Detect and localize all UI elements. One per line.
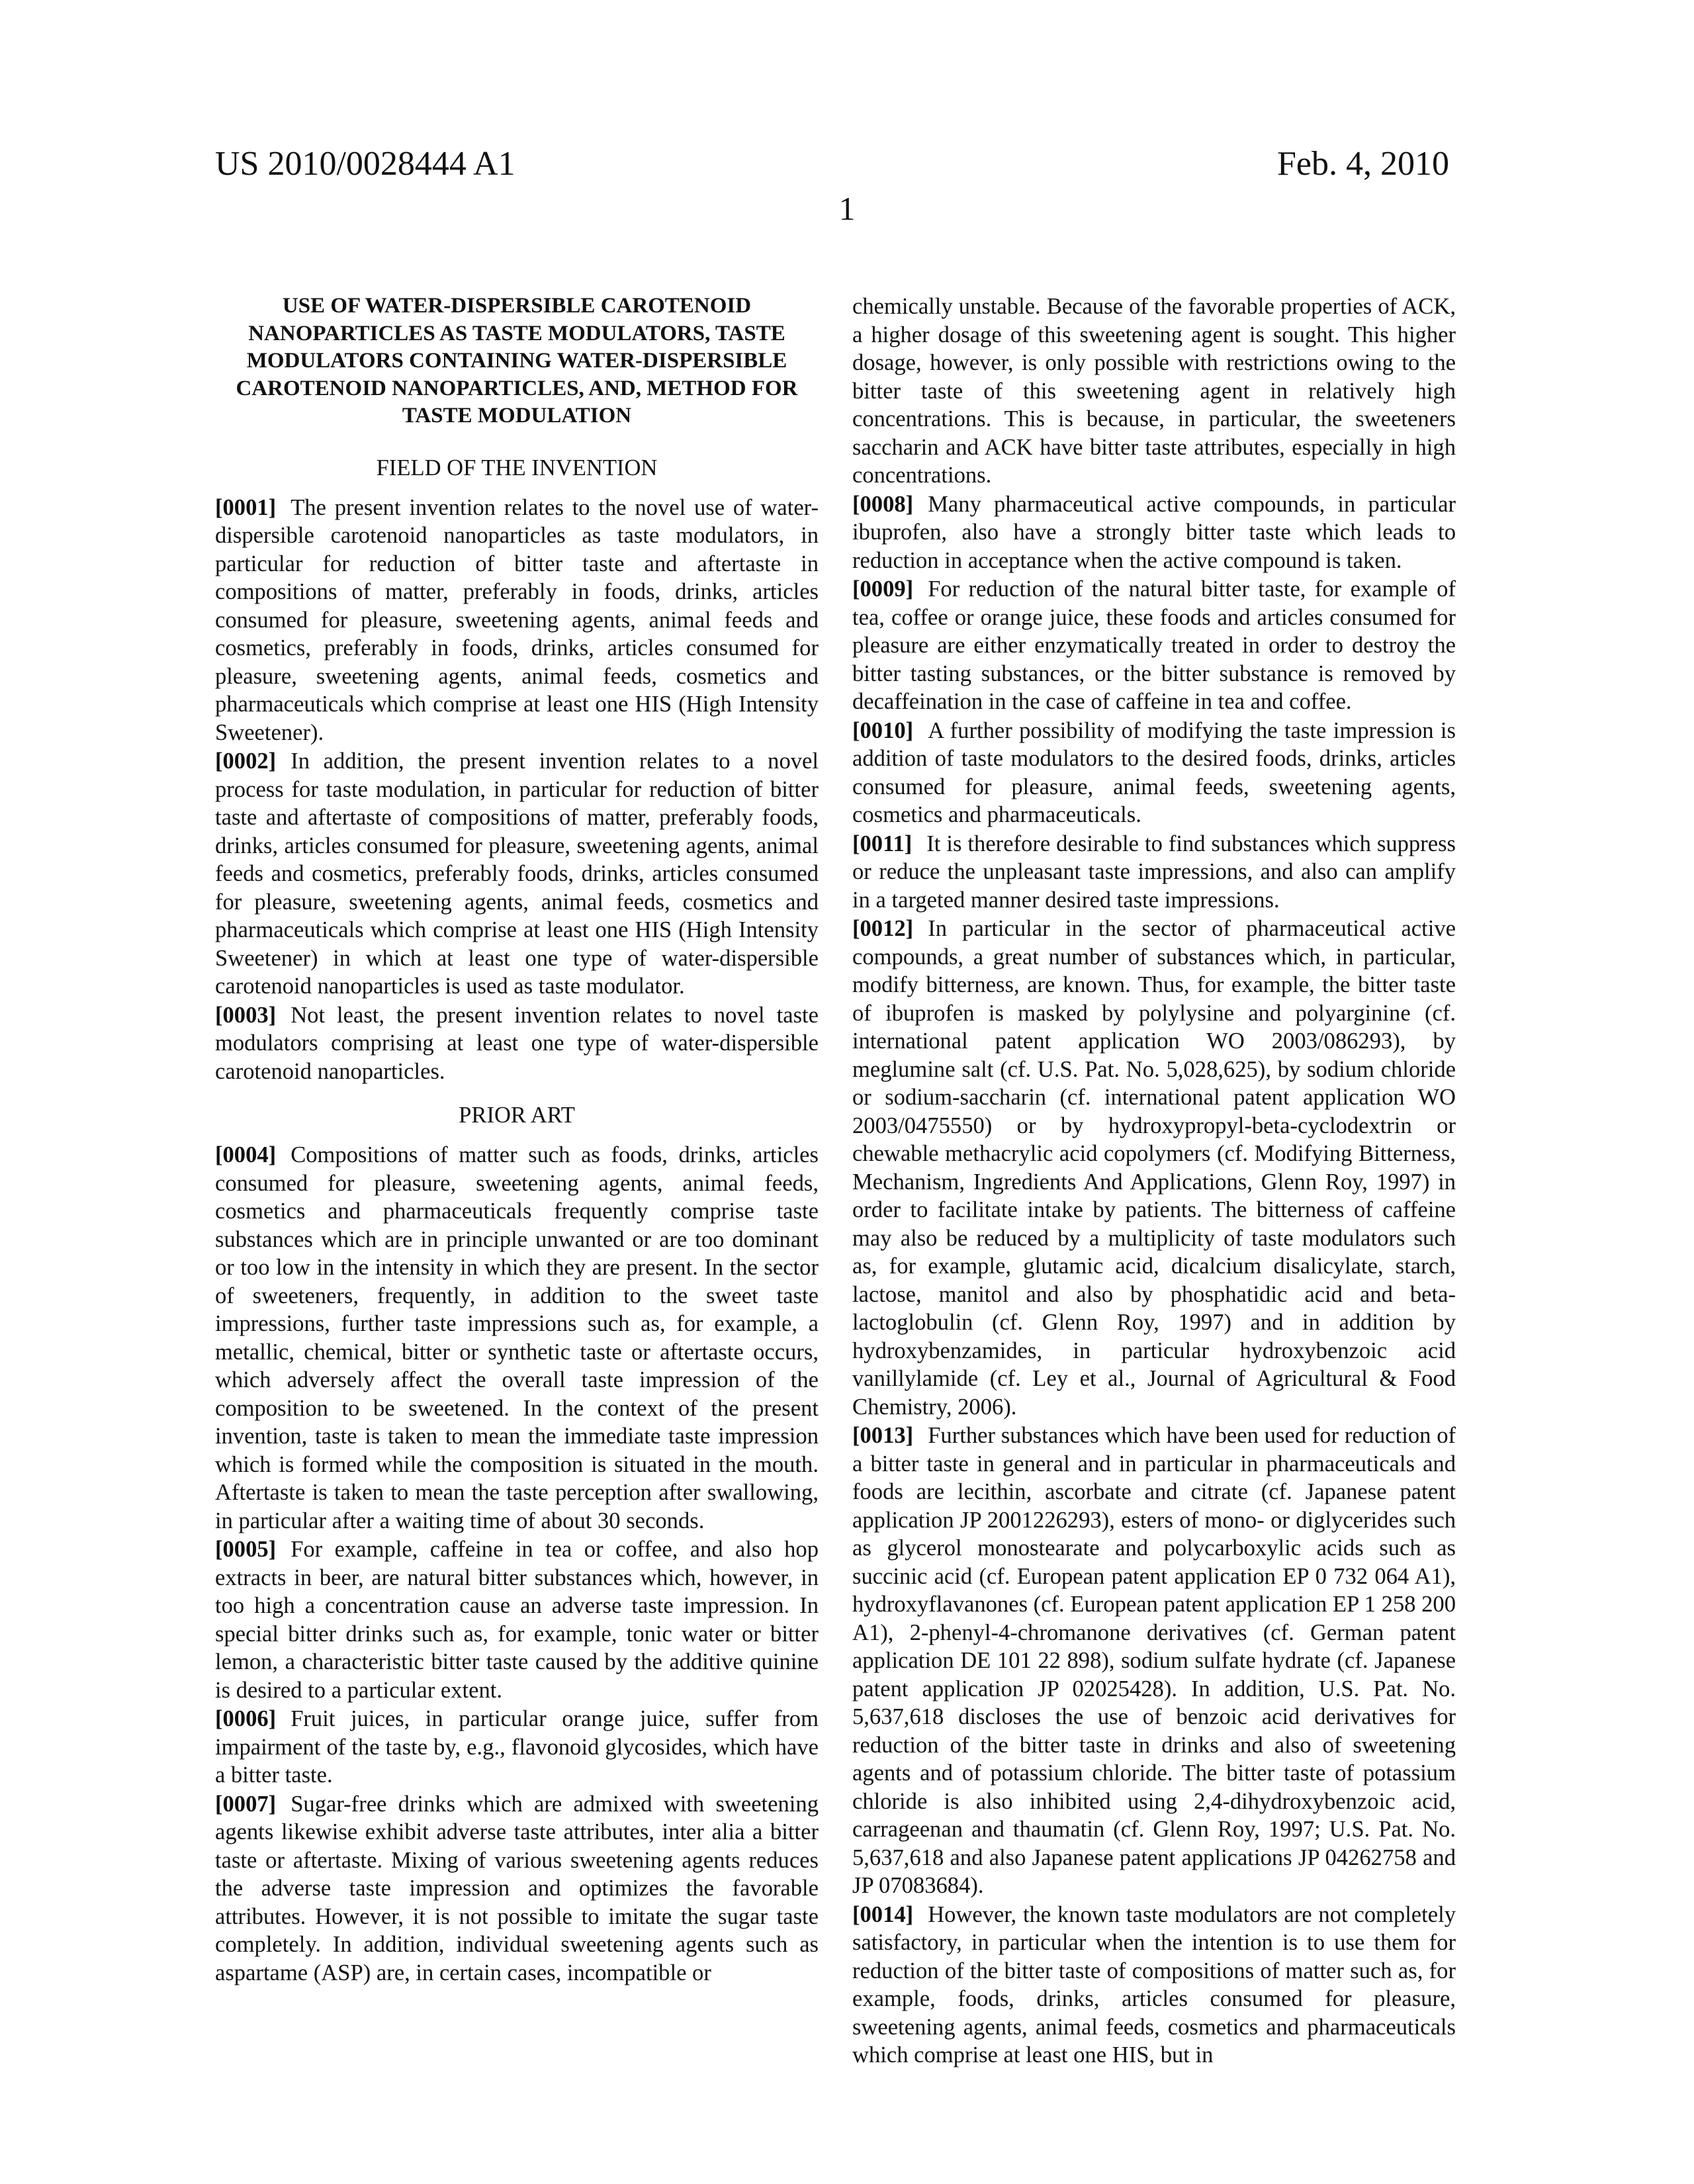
- paragraph-number: [0007]: [215, 1792, 276, 1817]
- paragraph-number: [0013]: [852, 1423, 913, 1448]
- paragraph-0012: [852, 915, 1456, 1421]
- paragraph-text: The present invention relates to the novel use of water-dispersible carotenoid nanoparticles as taste modulators, in particular for reduction of bitter taste and aftertaste in compositions of matter, preferably in foods, drinks, articles consumed for pleasure, sweetening agents, animal feeds and cosmetics, preferably in foods, drinks, articles consumed for pleasure, sweetening agents, animal feeds, cosmetics and pharmaceuticals which comprise at least one HIS (High Intensity Sweetener).: [215, 495, 819, 745]
- paragraph-text: It is therefore desirable to find substances which suppress or reduce the unpleasant taste impressions, and also can amplify in a targeted manner desired taste impressions.: [852, 831, 1456, 913]
- paragraph-number: [0006]: [215, 1706, 276, 1731]
- paragraph-number: [0011]: [852, 831, 912, 856]
- left-column: [215, 293, 819, 1987]
- right-column: [852, 293, 1456, 2070]
- paragraph-text: Not least, the present invention relates to novel taste modulators comprising at least one type of water-dispersible carotenoid nanoparticles.: [215, 1003, 819, 1084]
- paragraph-0003: [215, 1001, 819, 1086]
- paragraph-text: Sugar-free drinks which are admixed with sweetening agents likewise exhibit adverse taste attributes, inter alia a bitter taste or aftertaste. Mixing of various sweetening agents reduces the adverse taste impression and optimizes the favorable attributes. However, it is not possible to imitate the sugar taste completely. In addition, individual sweetening agents such as aspartame (ASP) are, in certain cases, incompatible or: [215, 1792, 819, 1985]
- paragraph-number: [0009]: [852, 576, 913, 602]
- paragraph-text: In addition, the present invention relates to a novel process for taste modulation, in particular for reduction of bitter taste and aftertaste of compositions of matter, preferably foods, drinks, articles consumed for pleasure, sweetening agents, animal feeds and cosmetics, preferably foods, drinks, articles consumed for pleasure, sweetening agents, animal feeds, cosmetics and pharmaceuticals which comprise at least one HIS (High Intensity Sweetener) in which at least one type of water-dispersible carotenoid nanoparticles is used as taste modulator.: [215, 749, 819, 999]
- paragraph-number: [0014]: [852, 1902, 913, 1927]
- paragraph-0014: [852, 1901, 1456, 2070]
- paragraph-text: Compositions of matter such as foods, drinks, articles consumed for pleasure, sweetening agents, animal feeds, cosmetics and pharmaceuticals frequently comprise taste substances which are in principle unwanted or are too dominant or too low in the intensity in which they are present. In the sector of sweeteners, frequently, in addition to the sweet taste impressions, further taste impressions such as, for example, a metallic, chemical, bitter or synthetic taste or aftertaste occurs, which adversely affect the overall taste impression of the composition to be sweetened. In the context of the present invention, taste is taken to mean the immediate taste impression which is formed while the composition is situated in the mouth. Aftertaste is taken to mean the taste perception after swallowing, in particular after a waiting time of about 30 seconds.: [215, 1142, 819, 1533]
- paragraph-text: Fruit juices, in particular orange juice, suffer from impairment of the taste by, e.g., flavonoid glycosides, which have a bitter taste.: [215, 1706, 819, 1788]
- page-number: 1: [0, 192, 1694, 225]
- document-title: USE OF WATER-DISPERSIBLE CAROTENOID NANOPARTICLES AS TASTE MODULATORS, TASTE MODULATORS CONTAINING WATER-DISPERSIBLE CAROTENOID NANOPARTICLES, AND, METHOD FOR TASTE MODULATION: [235, 293, 799, 430]
- paragraph-number: [0001]: [215, 495, 276, 520]
- paragraph-number: [0003]: [215, 1003, 276, 1028]
- paragraph-0004: [215, 1141, 819, 1535]
- paragraph-text: chemically unstable. Because of the favorable properties of ACK, a higher dosage of this sweetening agent is sought. This higher dosage, however, is only possible with restrictions owing to the bitter taste of this sweetening agent in relatively high concentrations. This is because, in particular, the sweeteners saccharin and ACK have bitter taste attributes, especially in high concentrations.: [852, 294, 1456, 488]
- paragraph-number: [0005]: [215, 1537, 276, 1562]
- publication-number: US 2010/0028444 A1: [215, 147, 515, 181]
- paragraph-0011: [852, 830, 1456, 915]
- paragraph-text: A further possibility of modifying the taste impression is addition of taste modulators to the desired foods, drinks, articles consumed for pleasure, animal feeds, sweetening agents, cosmetics and pharmaceuticals.: [852, 718, 1456, 828]
- section-heading-prior-art: PRIOR ART: [215, 1101, 819, 1129]
- paragraph-number: [0008]: [852, 492, 913, 517]
- paragraph-text: However, the known taste modulators are not completely satisfactory, in particular when the intention is to use them for reduction of the bitter taste of compositions of matter such as, for example, foods, drinks, articles consumed for pleasure, sweetening agents, animal feeds, cosmetics and pharmaceuticals which comprise at least one HIS, but in: [852, 1902, 1456, 2068]
- paragraph-number: [0002]: [215, 749, 276, 774]
- paragraph-number: [0010]: [852, 718, 913, 743]
- paragraph-0005: [215, 1535, 819, 1704]
- paragraph-0013: [852, 1422, 1456, 1900]
- paragraph-0009: [852, 575, 1456, 716]
- paragraph-0007: [215, 1790, 819, 1987]
- paragraph-text: Further substances which have been used for reduction of a bitter taste in general and in particular in pharmaceuticals and foods are lecithin, ascorbate and citrate (cf. Japanese patent application JP 2001226293), esters of mono- or diglycerides such as glycerol monostearate and polycarboxylic acids such as succinic acid (cf. European patent application EP 0 732 064 A1), hydroxyflavanones (cf. European patent application EP 1 258 200 A1), 2-phenyl-4-chromanone derivatives (cf. German patent application DE 101 22 898), sodium sulfate hydrate (cf. Japanese patent application JP 02025428). In addition, U.S. Pat. No. 5,637,618 discloses the use of benzoic acid derivatives for reduction of the bitter taste in drinks and also of sweetening agents and of potassium chloride. The bitter taste of potassium chloride is also inhibited using 2,4-dihydroxybenzoic acid, carrageenan and thaumatin (cf. Glenn Roy, 1997; U.S. Pat. No. 5,637,618 and also Japanese patent applications JP 04262758 and JP 07083684).: [852, 1423, 1456, 1898]
- section-heading-field: FIELD OF THE INVENTION: [215, 454, 819, 482]
- paragraph-text: In particular in the sector of pharmaceutical active compounds, a great number of substances which, in particular, modify bitterness, are known. Thus, for example, the bitter taste of ibuprofen is masked by polylysine and polyarginine (cf. international patent application WO 2003/086293), by meglumine salt (cf. U.S. Pat. No. 5,028,625), by sodium chloride or sodium-saccharin (cf. international patent application WO 2003/0475550) or by hydroxypropyl-beta-cyclodextrin or chewable methacrylic acid copolymers (cf. Modifying Bitterness, Mechanism, Ingredients And Applications, Glenn Roy, 1997) in order to facilitate intake by patients. The bitterness of caffeine may also be reduced by a multiplicity of taste modulators such as, for example, glutamic acid, dicalcium disalicylate, starch, lactose, manitol and also by phosphatidic acid and beta-lactoglobulin (cf. Glenn Roy, 1997) and in addition by hydroxybenzamides, in particular hydroxybenzoic acid vanillylamide (cf. Ley et al., Journal of Agricultural & Food Chemistry, 2006).: [852, 916, 1456, 1420]
- paragraph-0001: [215, 494, 819, 747]
- paragraph-0010: [852, 717, 1456, 829]
- paragraph-number: [0004]: [215, 1142, 276, 1167]
- paragraph-0006: [215, 1705, 819, 1790]
- paragraph-text: For reduction of the natural bitter taste, for example of tea, coffee or orange juice, these foods and articles consumed for pleasure are either enzymatically treated in order to destroy the bitter tasting substances, or the bitter substance is removed by decaffeination in the case of caffeine in tea and coffee.: [852, 576, 1456, 714]
- paragraph-0008: [852, 490, 1456, 575]
- publication-date: Feb. 4, 2010: [1277, 147, 1449, 181]
- paragraph-text: Many pharmaceutical active compounds, in particular ibuprofen, also have a strongly bitter taste which leads to reduction in acceptance when the active compound is taken.: [852, 492, 1456, 573]
- paragraph-0007-continued: [852, 293, 1456, 490]
- paragraph-0002: [215, 747, 819, 1001]
- paragraph-text: For example, caffeine in tea or coffee, and also hop extracts in beer, are natural bitter substances which, however, in too high a concentration cause an adverse taste impression. In special bitter drinks such as, for example, tonic water or bitter lemon, a characteristic bitter taste caused by the additive quinine is desired to a particular extent.: [215, 1537, 819, 1703]
- paragraph-number: [0012]: [852, 916, 913, 941]
